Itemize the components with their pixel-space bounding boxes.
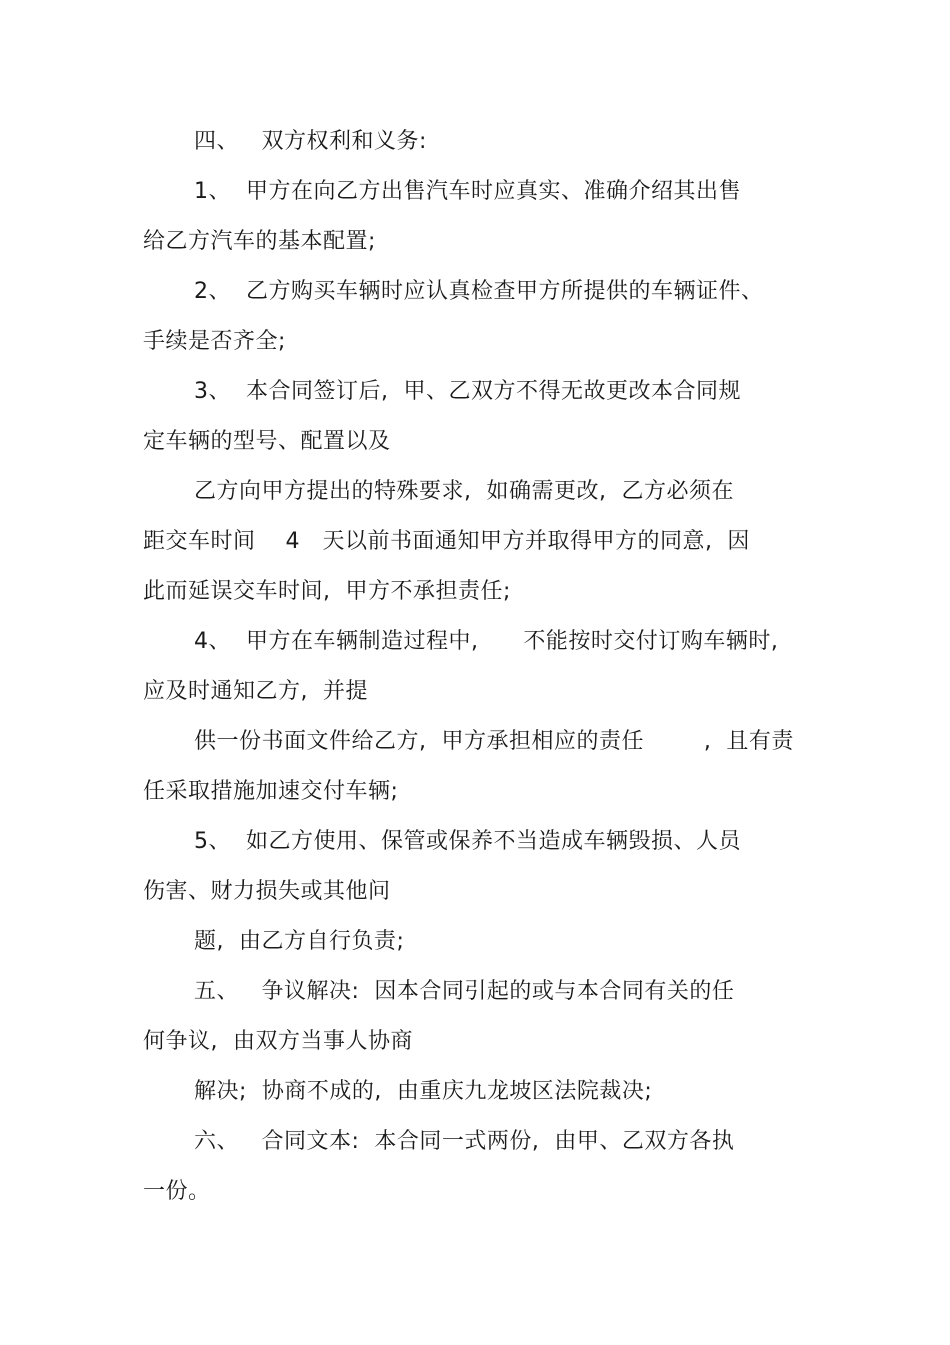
clause-4-5-line-2: 伤害、财力损失或其他问: [143, 879, 391, 904]
section-6-line-1: 六、 合同文本: 本合同一式两份, 由甲、乙双方各执: [194, 1129, 735, 1154]
clause-4-4-line-4: 任采取措施加速交付车辆;: [143, 779, 399, 804]
clause-4-5-line-3: 题, 由乙方自行负责;: [194, 929, 405, 954]
clause-4-3-line-1: 3、 本合同签订后, 甲、乙双方不得无故更改本合同规: [194, 379, 741, 404]
clause-4-4-line-2: 应及时通知乙方, 并提: [143, 679, 368, 704]
clause-4-3-line-5: 此而延误交车时间, 甲方不承担责任;: [143, 579, 511, 604]
section-5-line-1: 五、 争议解决: 因本合同引起的或与本合同有关的任: [194, 979, 735, 1004]
clause-4-4-line-3: 供一份书面文件给乙方, 甲方承担相应的责任 , 且有责: [194, 729, 794, 754]
clause-4-3-line-2: 定车辆的型号、配置以及: [143, 429, 391, 454]
clause-4-1-line-2: 给乙方汽车的基本配置;: [143, 229, 376, 254]
clause-4-4-line-1: 4、 甲方在车辆制造过程中, 不能按时交付订购车辆时,: [194, 629, 779, 654]
clause-4-1-line-1: 1、 甲方在向乙方出售汽车时应真实、准确介绍其出售: [194, 179, 741, 204]
section-5-line-2: 何争议, 由双方当事人协商: [143, 1029, 413, 1054]
clause-4-2-line-1: 2、 乙方购买车辆时应认真检查甲方所提供的车辆证件、: [194, 279, 764, 304]
section-4-heading: 四、 双方权利和义务:: [194, 129, 427, 154]
clause-4-5-line-1: 5、 如乙方使用、保管或保养不当造成车辆毁损、人员: [194, 829, 741, 854]
clause-4-3-line-4: 距交车时间 4 天以前书面通知甲方并取得甲方的同意, 因: [143, 529, 750, 554]
clause-4-3-line-3: 乙方向甲方提出的特殊要求, 如确需更改, 乙方必须在: [194, 479, 734, 504]
section-5-line-3: 解决; 协商不成的, 由重庆九龙坡区法院裁决;: [194, 1079, 653, 1104]
clause-4-2-line-2: 手续是否齐全;: [143, 329, 286, 354]
section-6-line-2: 一份。: [143, 1179, 211, 1204]
